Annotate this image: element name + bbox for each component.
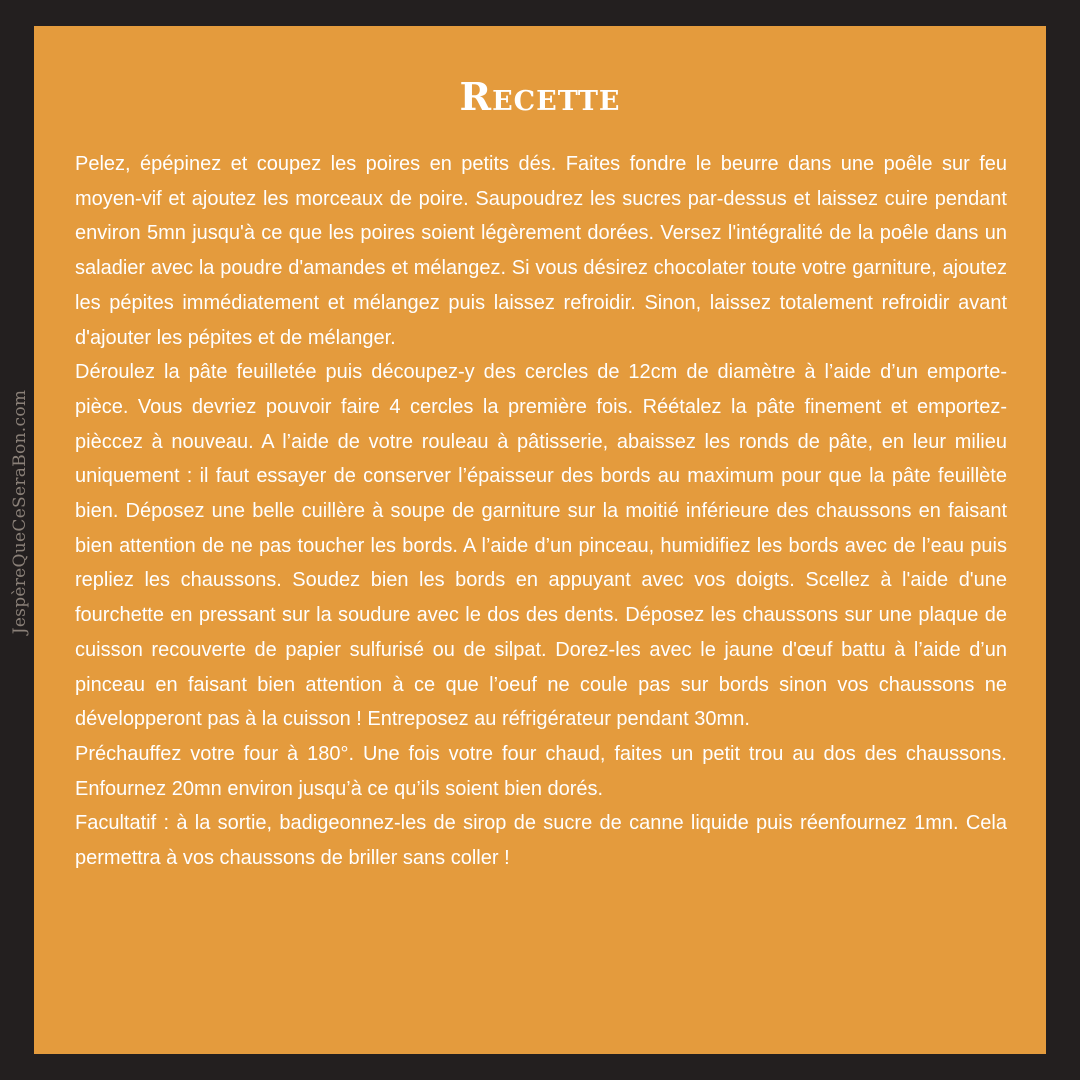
recipe-paragraph: Déroulez la pâte feuilletée puis découpez-y des cercles de 12cm de diamètre à l’aide d’un emporte-pièce. Vous devriez pouvoir faire 4 cercles la première fois. Réétalez la pâte finement et emportez-pièccez à nouveau. A l’aide de votre rouleau à pâtisserie, abaissez les ronds de pâte, en leur milieu uniquement : il faut essayer de conserver l’épaisseur des bords au maximum pour que la pâte feuillète bien. Déposez une belle cuillère à soupe de garniture sur la moitié inférieure des chaussons en faisant bien attention de ne pas toucher les bords. A l’aide d’un pinceau, humidifiez les bords avec de l’eau puis repliez les chaussons. Soudez bien les bords en appuyant avec vos doigts. Scellez à l'aide d'une fourchette en pressant sur la soudure avec le dos des dents. Déposez les chaussons sur une plaque de cuisson recouverte de papier sulfurisé ou de silpat. Dorez-les avec le jaune d'œuf battu à l’aide d’un pinceau en faisant bien attention à ce que l’oeuf ne coule pas sur bords sinon vos chaussons ne développeront pas à la cuisson ! Entreposez au réfrigérateur pendant 30mn.: [75, 361, 1007, 731]
recipe-panel: [34, 26, 1046, 1054]
page-title: Recette: [459, 74, 621, 119]
recipe-body: [75, 147, 1007, 876]
recipe-paragraph: Préchauffez votre four à 180°. Une fois votre four chaud, faites un petit trou au dos des chaussons. Enfournez 20mn environ jusqu’à ce qu’ils soient bien dorés.: [75, 742, 1007, 800]
recipe-paragraph: Facultatif : à la sortie, badigeonnez-les de sirop de sucre de canne liquide puis réenfournez 1mn. Cela permettra à vos chaussons de briller sans coller !: [75, 812, 1007, 870]
recipe-paragraph: Pelez, épépinez et coupez les poires en petits dés. Faites fondre le beurre dans une poêle sur feu moyen-vif et ajoutez les morceaux de poire. Saupoudrez les sucres par-dessus et laissez cuire pendant environ 5mn jusqu'à ce que les poires soient légèrement dorées. Versez l'intégralité de la poêle dans un saladier avec la poudre d'amandes et mélangez. Si vous désirez chocolater toute votre garniture, ajoutez les pépites immédiatement et mélangez puis laissez refroidir. Sinon, laissez totalement refroidir avant d'ajouter les pépites et de mélanger.: [75, 153, 1007, 349]
side-credit: JespèreQueCeSeraBon.com: [10, 389, 30, 635]
